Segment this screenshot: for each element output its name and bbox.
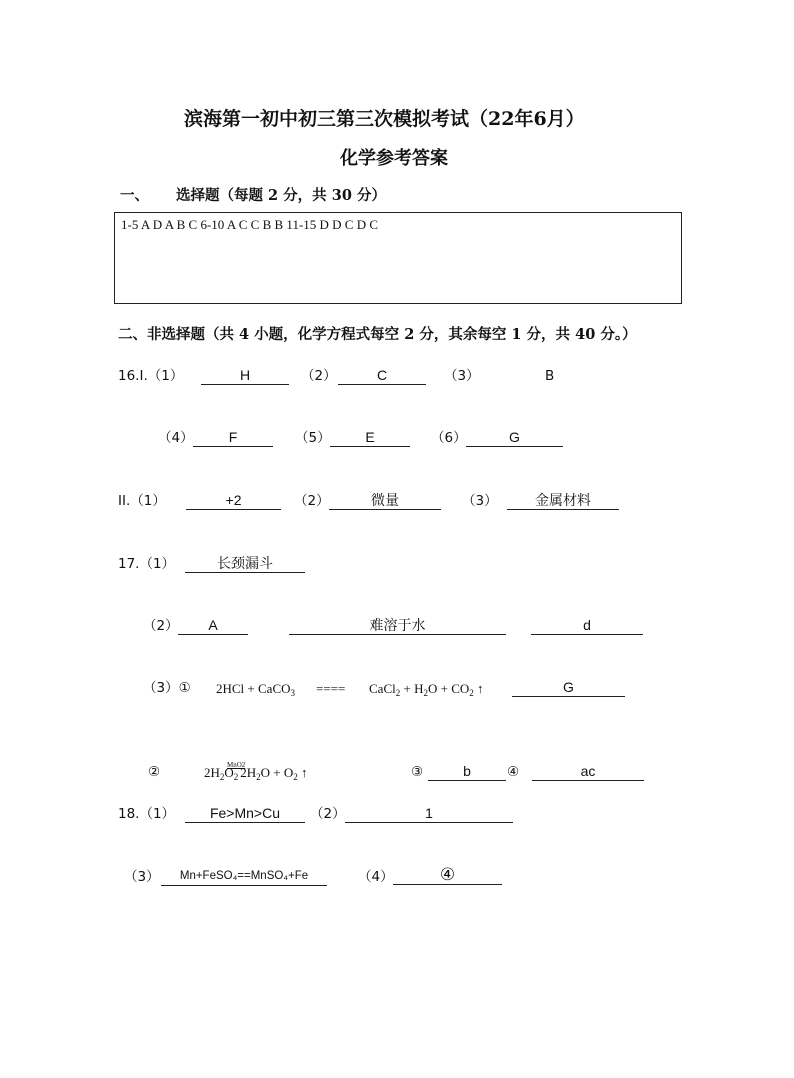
q17-answer-5: ac <box>532 762 644 781</box>
q16-answer-6: G <box>466 428 563 447</box>
q18-label-4: （4） <box>358 869 394 885</box>
q17-answer-2c: d <box>531 616 643 635</box>
q17-answer-3: G <box>512 678 625 697</box>
q18-answer-4: ④ <box>393 865 502 885</box>
q16-answer-3: B <box>545 368 555 384</box>
q16-label-6: （6） <box>431 430 467 446</box>
q16-ii-answer-1: +2 <box>186 491 281 510</box>
q17-circle-2: ② <box>148 764 161 780</box>
q16-label-5: （5） <box>295 430 331 446</box>
q17-answer-4: b <box>428 762 506 781</box>
q16-ii-answer-2: 微量 <box>329 491 441 510</box>
q16-label-i: 16.I.（1） <box>118 368 184 384</box>
q16-answer-4: F <box>193 428 273 447</box>
q16-label-4: （4） <box>158 430 194 446</box>
section1-number: 一、 <box>120 187 149 204</box>
q18-answer-3: Mn+FeSO₄==MnSO₄+Fe <box>161 867 327 886</box>
section2-heading: 二、非选择题（共 4 小题，化学方程式每空 2 分，其余每空 1 分，共 40 分。） <box>118 326 637 343</box>
q16-label-3: （3） <box>444 368 480 384</box>
section1-heading: 选择题（每题 2 分，共 30 分） <box>176 187 386 204</box>
q18-label-2: （2） <box>310 806 346 822</box>
q17-equation-1-right: CaCl$_2$ + $H_2O + CO_2$ ↑ <box>369 681 484 698</box>
q17-answer-1: 长颈漏斗 <box>185 554 305 573</box>
q17-catalyst-label: MnO2 <box>227 761 246 769</box>
q17-equation-2: $2H_2O_2$ $2H_2O + O_2$ ↑ <box>204 765 308 782</box>
q17-circle-3: ③ <box>411 764 424 780</box>
q18-answer-2: 1 <box>345 804 513 823</box>
q16-answer-1: H <box>201 366 289 385</box>
q17-answer-2a: A <box>178 616 248 635</box>
answer-box <box>114 212 682 304</box>
q16-answer-2: C <box>338 366 426 385</box>
q18-answer-1: Fe>Mn>Cu <box>185 804 305 823</box>
q16-ii-answer-3: 金属材料 <box>507 491 619 510</box>
page-subtitle: 化学参考答案 <box>340 148 448 169</box>
q17-answer-2b: 难溶于水 <box>289 616 506 635</box>
q18-label-1: 18.（1） <box>118 806 176 822</box>
q16-ii-label-2: （2） <box>294 493 330 509</box>
q18-label-3: （3） <box>124 869 160 885</box>
q16-label-2: （2） <box>301 368 337 384</box>
q17-label-1: 17.（1） <box>118 556 176 572</box>
q16-ii-label-3: （3） <box>462 493 498 509</box>
q17-label-2: （2） <box>143 618 179 634</box>
q16-label-ii: II.（1） <box>118 493 166 509</box>
choice-answers: 1-5 A D A B C 6-10 A C C B B 11-15 D D C D C <box>121 217 379 232</box>
q17-equation-1-left: 2HCl + CaCO$_3$ <box>216 681 296 698</box>
q17-label-3: （3）① <box>143 680 191 696</box>
q17-circle-4: ④ <box>507 764 520 780</box>
page-title: 滨海第一初中初三第三次模拟考试（22年6月） <box>184 108 585 130</box>
q17-equation-1-sign: ==== <box>316 681 346 696</box>
q16-answer-5: E <box>330 428 410 447</box>
